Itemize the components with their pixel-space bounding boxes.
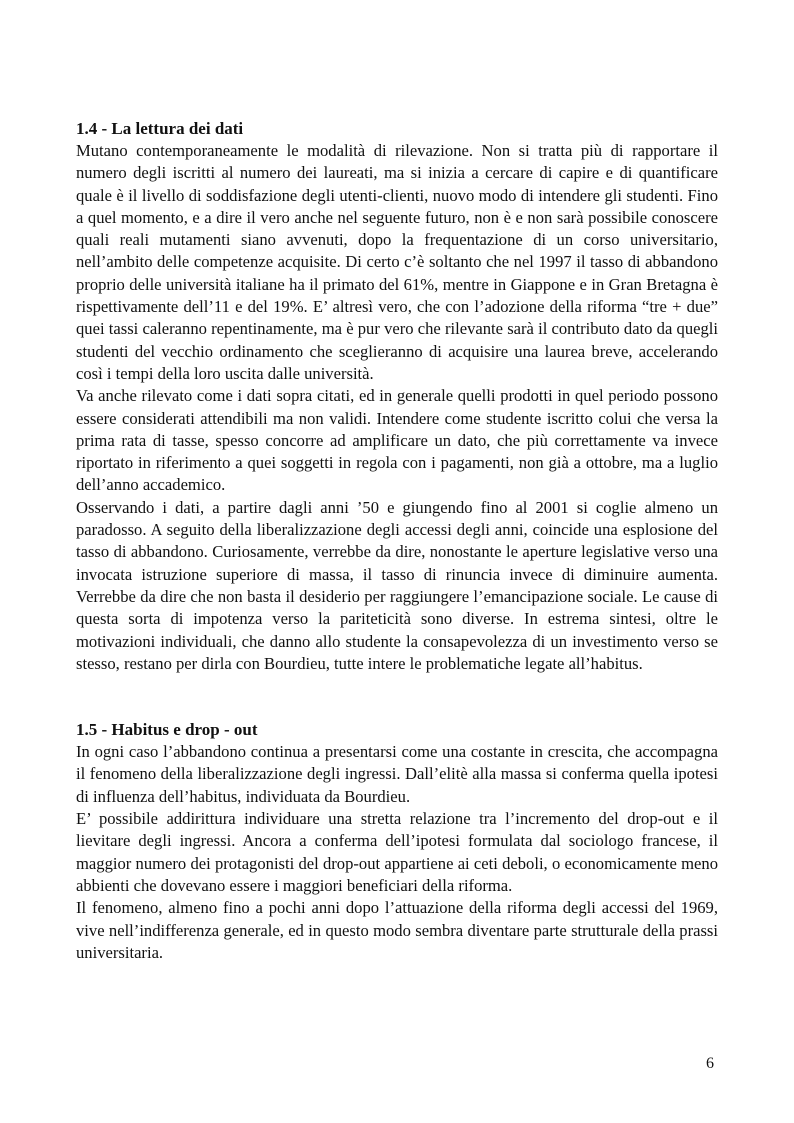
paragraph: In ogni caso l’abbandono continua a presentarsi come una costante in crescita, che accompagna il fenomeno della liberalizzazione degli ingressi. Dall’elitè alla massa si conferma quella ipotesi di influenza dell’habitus, individuata da Bourdieu. xyxy=(76,742,718,806)
paragraph: Mutano contemporaneamente le modalità di rilevazione. Non si tratta più di rapportare il numero degli iscritti al numero dei laureati, ma si inizia a cercare di capire e di quantificare quale è il livello di soddisfazione degli utenti-clienti, nuovo modo di intendere gli studenti. Fino a quel momento, e a dire il vero anche nel seguente futuro, non è e non sarà possibile conoscere quali reali mutamenti siano avvenuti, dopo la frequentazione di un corso universitario, nell’ambito delle competenze acquisite. Di certo c’è soltanto che nel 1997 il tasso di abbandono proprio delle università italiane ha il primato del 61%, mentre in Giappone e in Gran Bretagna è rispettivamente dell’11 e del 19%. E’ altresì vero, che con l’adozione della riforma “tre + due” quei tassi caleranno repentinamente, ma è pur vero che rilevante sarà il contributo dato da quegli studenti del vecchio ordinamento che sceglieranno di acquisire una laurea breve, accelerando così i tempi della loro uscita dalle università. xyxy=(76,141,718,383)
section-1-5 xyxy=(76,719,718,964)
section-heading: 1.4 - La lettura dei dati xyxy=(76,119,244,138)
section-1-4 xyxy=(76,118,718,675)
section-heading: 1.5 - Habitus e drop - out xyxy=(76,720,258,740)
paragraph: E’ possibile addirittura individuare una stretta relazione tra l’incremento del drop-out e il lievitare degli ingressi. Ancora a conferma dell’ipotesi formulata dal sociologo francese, il maggior numero dei protagonisti del drop-out appartiene ai ceti deboli, o economicamente meno abbienti che dovevano essere i maggiori beneficiari della riforma. xyxy=(76,809,718,895)
paragraph: Osservando i dati, a partire dagli anni ’50 e giungendo fino al 2001 si coglie almeno un paradosso. A seguito della liberalizzazione degli accessi degli anni, coincide una esplosione del tasso di abbandono. Curiosamente, verrebbe da dire, nonostante le aperture legislative verso una invocata istruzione superiore di massa, il tasso di rinuncia invece di diminuire aumenta. Verrebbe da dire che non basta il desiderio per raggiungere l’emancipazione sociale. Le cause di questa sorta di impotenza verso la pariteticità sono diverse. In estrema sintesi, oltre le motivazioni individuali, che danno allo studente la consapevolezza di un investimento verso se stesso, restano per dirla con Bourdieu, tutte intere le problematiche legate all’habitus. xyxy=(76,497,718,673)
document-page xyxy=(76,118,718,964)
section-spacer xyxy=(76,675,718,719)
page-number: 6 xyxy=(706,1055,714,1072)
paragraph: Va anche rilevato come i dati sopra citati, ed in generale quelli prodotti in quel periodo possono essere considerati attendibili ma non validi. Intendere come studente iscritto colui che versa la prima rata di tasse, spesso concorre ad amplificare un dato, che più correttamente va invece riportato in riferimento a quei soggetti in regola con i pagamenti, non già a ottobre, ma a luglio dell’anno accademico. xyxy=(76,386,718,495)
paragraph: Il fenomeno, almeno fino a pochi anni dopo l’attuazione della riforma degli accessi del 1969, vive nell’indifferenza generale, ed in questo modo sembra diventare parte strutturale della prassi universitaria. xyxy=(76,898,718,962)
